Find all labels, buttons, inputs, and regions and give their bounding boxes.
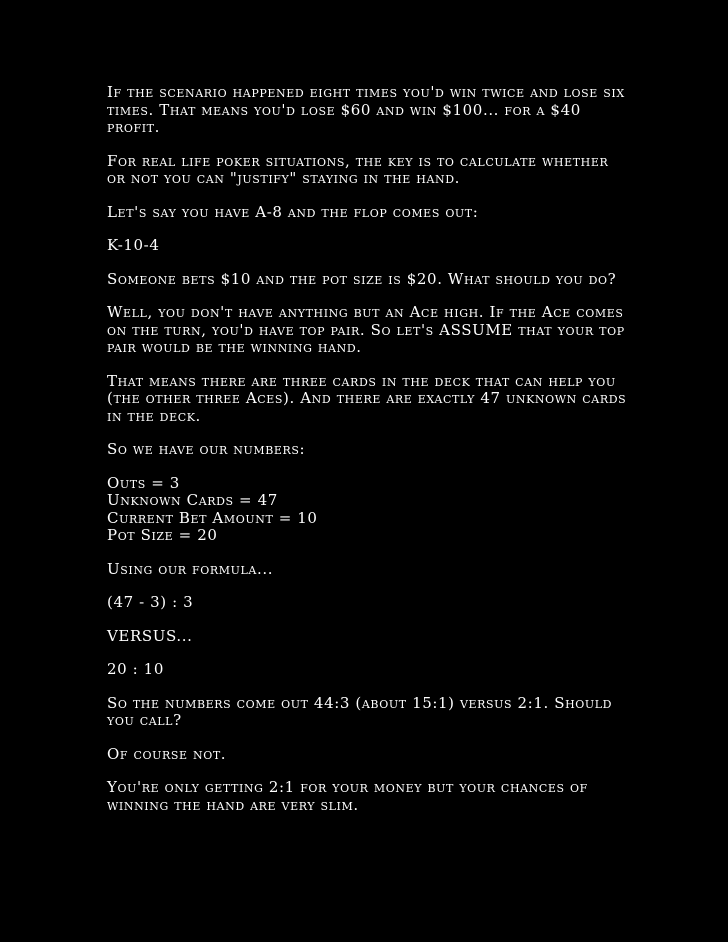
- paragraph-odds-ratio: (47 - 3) : 3: [107, 593, 194, 611]
- paragraph-formula-intro: Using our formula...: [107, 559, 274, 578]
- paragraph-outs-explained: That means there are three cards in the deck that can help you (the other three Aces). And there are exactly 47 unknown cards in the deck.: [107, 371, 627, 425]
- paragraph-versus: VERSUS...: [107, 626, 193, 645]
- paragraph-bet-question: Someone bets $10 and the pot size is $20. What should you do?: [107, 269, 617, 288]
- paragraph-scenario: If the scenario happened eight times you'd win twice and lose six times. That means you'd lose $60 and win $100... for a $40 profit.: [107, 83, 625, 136]
- paragraph-comparison: So the numbers come out 44:3 (about 15:1) versus 2:1. Should you call?: [107, 693, 613, 729]
- paragraph-conclusion: You're only getting 2:1 for your money but your chances of winning the hand are very slim.: [107, 778, 588, 814]
- paragraph-real-life: For real life poker situations, the key is to calculate whether or not you can "justify" staying in the hand.: [107, 151, 609, 187]
- paragraph-pot-ratio: 20 : 10: [107, 660, 164, 678]
- paragraph-numbers-list: Outs = 3 Unknown Cards = 47 Current Bet Amount = 10 Pot Size = 20: [107, 473, 318, 544]
- paragraph-flop-cards: K-10-4: [107, 236, 160, 254]
- paragraph-flop-intro: Let's say you have A-8 and the flop comes out:: [107, 202, 479, 221]
- paragraph-answer: Of course not.: [107, 744, 227, 763]
- paragraph-ace-high: Well, you don't have anything but an Ace high. If the Ace comes on the turn, you'd have top pair. So let's ASSUME that your top pair would be the winning hand.: [107, 303, 625, 356]
- paragraph-numbers-intro: So we have our numbers:: [107, 440, 306, 458]
- document-body: [107, 84, 627, 830]
